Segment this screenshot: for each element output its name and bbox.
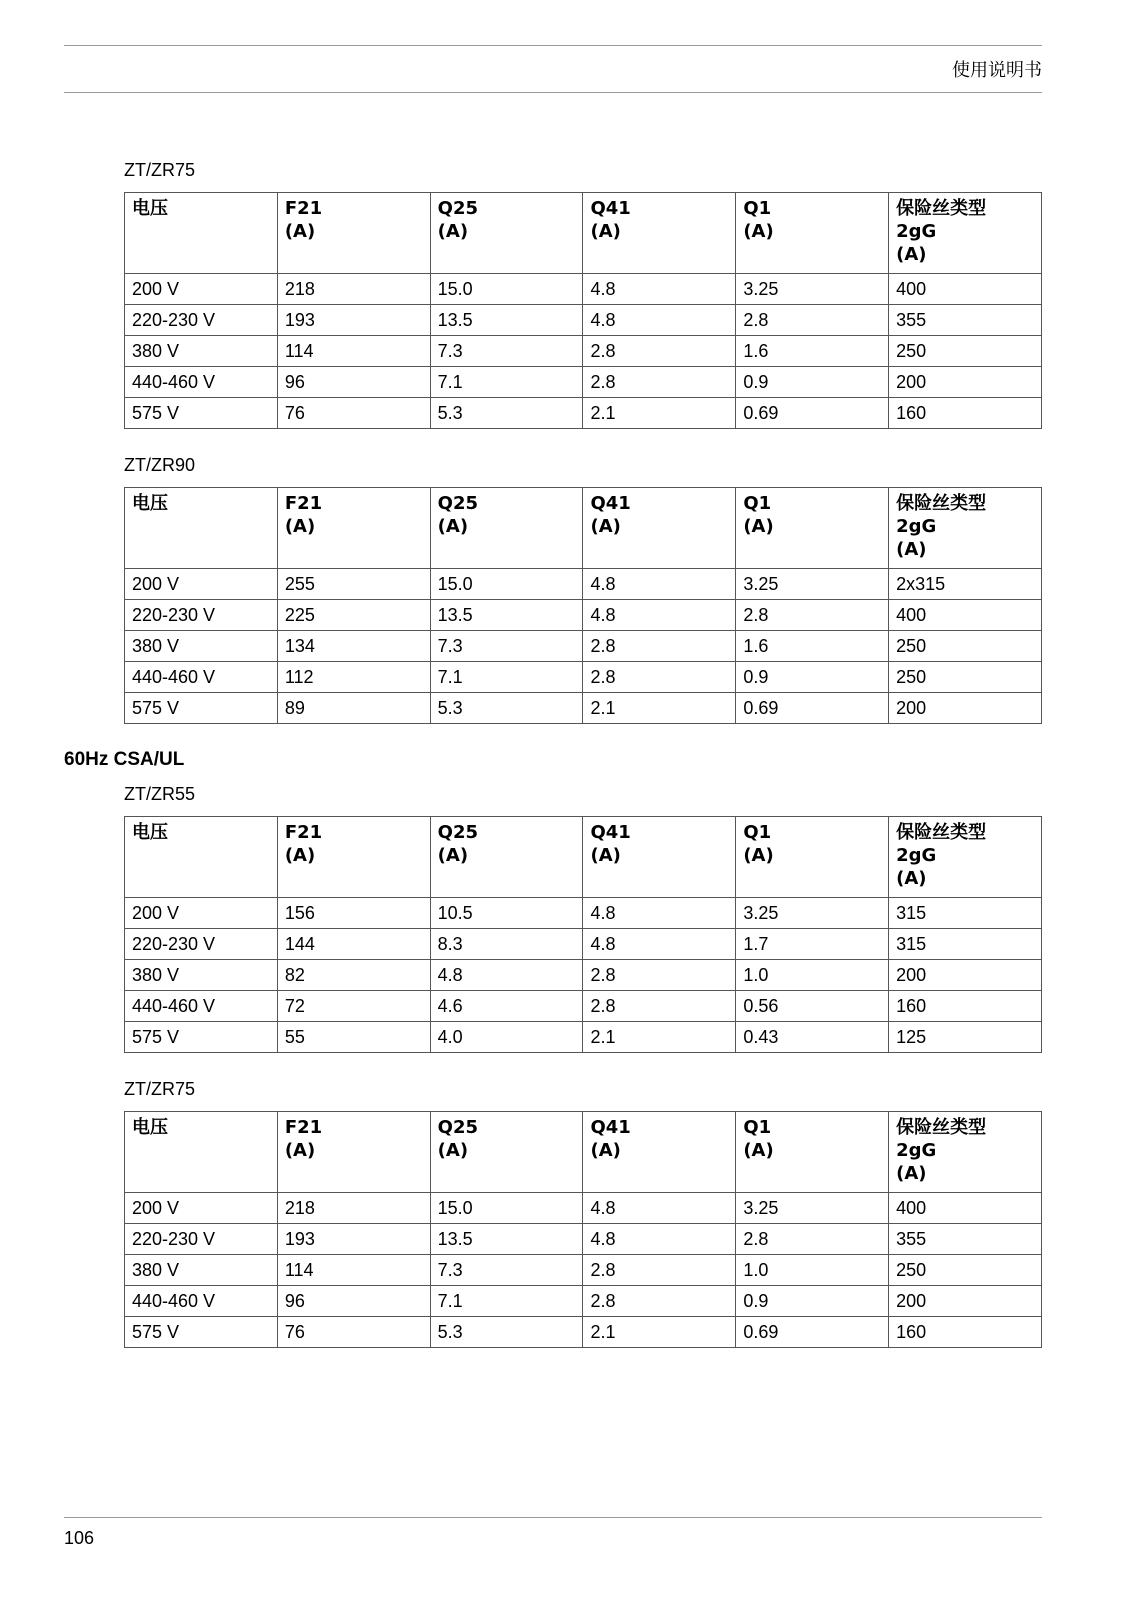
table-cell: 2.1 [583,398,736,429]
column-header-line: (A) [896,244,927,265]
table-cell: 2.8 [583,662,736,693]
column-header [889,817,1042,898]
table-cell: 400 [889,274,1042,305]
column-header-line: Q25 [437,493,479,514]
column-header-line: (A) [590,845,621,866]
column-header-line: F21 [284,198,323,219]
column-header-line: Q41 [590,198,631,219]
table-cell: 193 [277,1224,430,1255]
column-header-line: (A) [284,221,316,242]
section-heading: 60Hz CSA/UL [64,749,185,770]
table-header-row [125,193,1042,274]
column-header [736,1112,889,1193]
table-caption: ZT/ZR75 [124,1079,196,1099]
table-cell: 3.25 [736,569,889,600]
page-number: 106 [64,1528,95,1548]
table-row [125,274,1042,305]
table-row [125,1224,1042,1255]
column-header [583,817,736,898]
table-row [125,991,1042,1022]
table-cell: 0.69 [736,398,889,429]
column-header [125,817,278,898]
table-cell: 355 [889,1224,1042,1255]
column-header-line: (A) [743,221,774,242]
table-cell: 13.5 [430,600,583,631]
table-cell: 200 [889,693,1042,724]
column-header [277,193,430,274]
table-cell: 8.3 [430,929,583,960]
header-rule-bottom [64,92,1042,93]
column-header-line: 保险丝类型 [896,198,987,219]
table-cell: 1.0 [736,960,889,991]
table-cell: 218 [277,274,430,305]
table-cell: 4.0 [430,1022,583,1053]
column-header [125,193,278,274]
table-cell: 15.0 [430,569,583,600]
column-header-line: Q41 [590,1117,631,1138]
column-header-line: (A) [590,221,621,242]
table-cell: 200 [889,367,1042,398]
table-row [125,305,1042,336]
table-cell: 200 V [125,898,278,929]
column-header-line: 2gG [896,1140,937,1161]
table-row [125,1193,1042,1224]
column-header-line: 保险丝类型 [896,1117,987,1138]
table-cell: 2.1 [583,1317,736,1348]
table-cell: 3.25 [736,274,889,305]
table-cell: 76 [277,398,430,429]
table-cell: 220-230 V [125,305,278,336]
column-header-line: (A) [437,1140,469,1161]
table-cell: 2.8 [583,1286,736,1317]
table-cell: 1.7 [736,929,889,960]
column-header-line: Q1 [743,493,772,514]
column-header [736,817,889,898]
column-header-line: (A) [743,516,774,537]
table-cell: 4.8 [583,1193,736,1224]
table-cell: 114 [277,1255,430,1286]
table-cell: 82 [277,960,430,991]
table-cell: 1.6 [736,631,889,662]
column-header-line: 保险丝类型 [896,493,987,514]
table-cell: 2.8 [583,991,736,1022]
table-cell: 0.9 [736,367,889,398]
table-cell: 2x315 [889,569,1042,600]
table-cell: 160 [889,991,1042,1022]
table-cell: 2.8 [583,367,736,398]
table-cell: 380 V [125,1255,278,1286]
column-header [889,193,1042,274]
column-header-line: Q41 [590,493,631,514]
table-cell: 7.3 [430,631,583,662]
table-cell: 380 V [125,960,278,991]
table-cell: 440-460 V [125,367,278,398]
table-row [125,367,1042,398]
column-header-line: 电压 [132,493,168,514]
table-cell: 380 V [125,631,278,662]
table-cell: 0.9 [736,1286,889,1317]
column-header-line: 电压 [132,1117,168,1138]
column-header-line: (A) [284,516,316,537]
footer-rule [64,1517,1042,1518]
table-row [125,569,1042,600]
table-cell: 76 [277,1317,430,1348]
table-cell: 125 [889,1022,1042,1053]
table-cell: 134 [277,631,430,662]
document-title: 使用说明书 [952,60,1042,81]
table-cell: 1.6 [736,336,889,367]
table-cell: 15.0 [430,274,583,305]
table-cell: 200 [889,1286,1042,1317]
table-cell: 225 [277,600,430,631]
column-header-line: F21 [284,1117,323,1138]
column-header [430,488,583,569]
table-cell: 193 [277,305,430,336]
table-cell: 112 [277,662,430,693]
table-cell: 250 [889,1255,1042,1286]
column-header-line: (A) [437,845,469,866]
table-cell: 7.1 [430,1286,583,1317]
table-cell: 1.0 [736,1255,889,1286]
table-cell: 2.8 [736,1224,889,1255]
column-header-line: Q25 [437,198,479,219]
column-header [430,1112,583,1193]
table-cell: 15.0 [430,1193,583,1224]
table-cell: 5.3 [430,398,583,429]
table-cell: 5.3 [430,1317,583,1348]
table-row [125,929,1042,960]
table-header-row [125,488,1042,569]
column-header-line: Q1 [743,1117,772,1138]
column-header-line: (A) [590,516,621,537]
table-cell: 440-460 V [125,1286,278,1317]
column-header-line: (A) [284,845,316,866]
column-header-line: (A) [284,1140,316,1161]
table-cell: 0.69 [736,693,889,724]
table-cell: 220-230 V [125,600,278,631]
table-cell: 575 V [125,1022,278,1053]
table-cell: 4.8 [583,305,736,336]
table-cell: 2.8 [736,305,889,336]
table-cell: 13.5 [430,305,583,336]
table-cell: 4.8 [583,274,736,305]
table-cell: 0.69 [736,1317,889,1348]
fuse-table-2 [124,487,1042,724]
table-cell: 2.8 [736,600,889,631]
column-header [889,488,1042,569]
table-cell: 7.3 [430,336,583,367]
table-cell: 2.8 [583,1255,736,1286]
table-cell: 575 V [125,693,278,724]
column-header-line: 电压 [132,822,168,843]
column-header-line: Q25 [437,822,479,843]
table-row [125,336,1042,367]
column-header-line: 2gG [896,221,937,242]
table-cell: 200 [889,960,1042,991]
column-header-line: Q1 [743,198,772,219]
table-row [125,398,1042,429]
fuse-table-3 [124,816,1042,1053]
table-row [125,662,1042,693]
column-header [583,488,736,569]
column-header-line: Q1 [743,822,772,843]
table-cell: 0.9 [736,662,889,693]
table-cell: 2.8 [583,631,736,662]
table-cell: 255 [277,569,430,600]
table-row [125,693,1042,724]
column-header-line: 2gG [896,845,937,866]
column-header-line: (A) [896,868,927,889]
table-cell: 3.25 [736,898,889,929]
table-cell: 156 [277,898,430,929]
table-cell: 315 [889,929,1042,960]
table-row [125,960,1042,991]
table-cell: 4.8 [583,1224,736,1255]
table-cell: 4.8 [583,898,736,929]
table-cell: 96 [277,1286,430,1317]
header-rule-top [64,45,1042,46]
table-caption: ZT/ZR55 [124,784,196,804]
column-header [583,193,736,274]
column-header [583,1112,736,1193]
table-cell: 2.1 [583,693,736,724]
table-cell: 250 [889,336,1042,367]
table-cell: 250 [889,662,1042,693]
column-header-line: (A) [896,539,927,560]
column-header [277,488,430,569]
table-cell: 400 [889,1193,1042,1224]
table-header-row [125,817,1042,898]
table-cell: 5.3 [430,693,583,724]
table-cell: 160 [889,398,1042,429]
column-header [430,817,583,898]
table-cell: 218 [277,1193,430,1224]
table-cell: 160 [889,1317,1042,1348]
table-cell: 2.1 [583,1022,736,1053]
fuse-table-4 [124,1111,1042,1348]
table-row [125,1286,1042,1317]
table-cell: 7.1 [430,367,583,398]
table-cell: 315 [889,898,1042,929]
table-caption: ZT/ZR90 [124,455,196,475]
table-cell: 144 [277,929,430,960]
table-row [125,631,1042,662]
table-row [125,1317,1042,1348]
column-header-line: (A) [743,1140,774,1161]
column-header [736,193,889,274]
table-cell: 220-230 V [125,929,278,960]
column-header [277,817,430,898]
column-header-line: F21 [284,822,323,843]
column-header-line: (A) [743,845,774,866]
table-cell: 114 [277,336,430,367]
table-cell: 380 V [125,336,278,367]
table-cell: 400 [889,600,1042,631]
table-cell: 7.1 [430,662,583,693]
table-cell: 0.56 [736,991,889,1022]
table-cell: 0.43 [736,1022,889,1053]
table-cell: 575 V [125,398,278,429]
column-header [277,1112,430,1193]
table-caption: ZT/ZR75 [124,160,196,180]
table-row [125,1022,1042,1053]
column-header-line: F21 [284,493,323,514]
table-cell: 200 V [125,274,278,305]
table-cell: 4.8 [583,929,736,960]
table-cell: 4.8 [430,960,583,991]
column-header-line: 保险丝类型 [896,822,987,843]
table-cell: 200 V [125,569,278,600]
column-header-line: Q41 [590,822,631,843]
column-header-line: (A) [590,1140,621,1161]
table-cell: 7.3 [430,1255,583,1286]
column-header [430,193,583,274]
table-cell: 3.25 [736,1193,889,1224]
table-row [125,1255,1042,1286]
table-cell: 2.8 [583,960,736,991]
table-cell: 440-460 V [125,991,278,1022]
table-cell: 4.8 [583,569,736,600]
table-cell: 355 [889,305,1042,336]
table-row [125,898,1042,929]
column-header-line: Q25 [437,1117,479,1138]
table-cell: 55 [277,1022,430,1053]
table-cell: 575 V [125,1317,278,1348]
column-header-line: 电压 [132,198,168,219]
column-header-line: (A) [437,221,469,242]
column-header-line: (A) [896,1163,927,1184]
column-header-line: 2gG [896,516,937,537]
column-header [736,488,889,569]
column-header [889,1112,1042,1193]
table-cell: 2.8 [583,336,736,367]
table-cell: 200 V [125,1193,278,1224]
column-header [125,1112,278,1193]
table-cell: 4.8 [583,600,736,631]
table-cell: 10.5 [430,898,583,929]
table-cell: 96 [277,367,430,398]
table-cell: 4.6 [430,991,583,1022]
table-cell: 13.5 [430,1224,583,1255]
table-row [125,600,1042,631]
column-header [125,488,278,569]
table-cell: 440-460 V [125,662,278,693]
table-cell: 89 [277,693,430,724]
table-cell: 220-230 V [125,1224,278,1255]
column-header-line: (A) [437,516,469,537]
table-cell: 72 [277,991,430,1022]
table-cell: 250 [889,631,1042,662]
table-header-row [125,1112,1042,1193]
fuse-table-1 [124,192,1042,429]
